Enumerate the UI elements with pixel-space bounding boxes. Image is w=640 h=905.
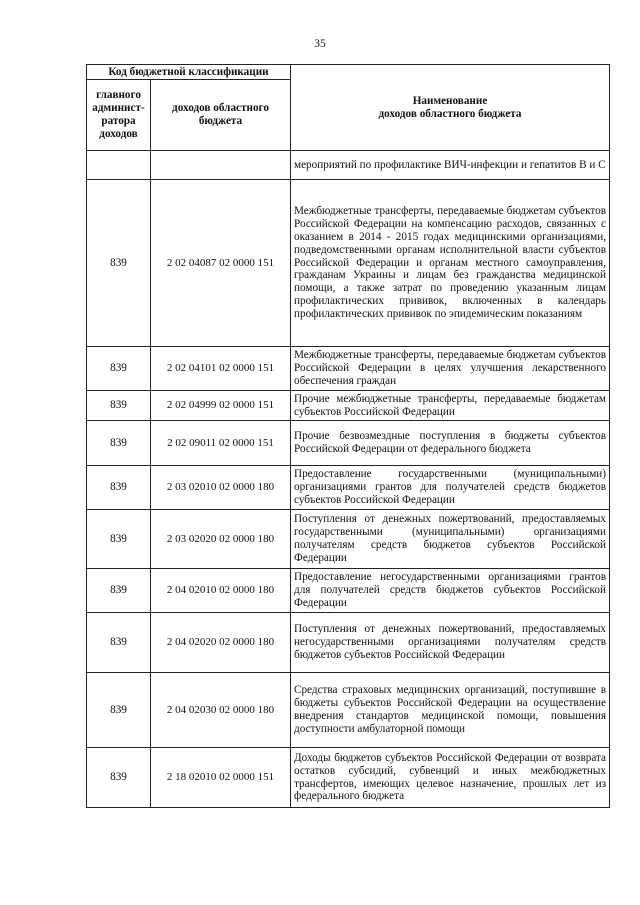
income-code-cell: 2 02 04087 02 0000 151 (151, 180, 291, 347)
income-name-header-line-2: доходов областного бюджета (378, 107, 522, 120)
income-name-cell: Средства страховых медицинских организаций, поступившие в бюджеты субъектов Российской Федерации на осуществление внедрения стандартов медицинской помощи, повышения доступности амбулаторной помощи (291, 673, 610, 748)
page-number: 35 (314, 38, 326, 50)
table-row (87, 510, 610, 569)
table-row (87, 421, 610, 466)
table-row (87, 569, 610, 613)
table-row (87, 151, 610, 180)
income-code-cell: 2 03 02010 02 0000 180 (151, 466, 291, 510)
admin-code-header-line-1: главного (96, 89, 141, 102)
admin-code-cell: 839 (87, 510, 151, 569)
income-code-cell: 2 18 02010 02 0000 151 (151, 748, 291, 808)
admin-code-cell (87, 151, 151, 180)
admin-code-cell: 839 (87, 748, 151, 808)
admin-code-cell: 839 (87, 569, 151, 613)
income-name-cell: Межбюджетные трансферты, передаваемые бюджетам субъектов Российской Федерации на компенсацию расходов, связанных с оказанием в 2014 - 2015 годах медицинскими организациями, подведомственными органам исполнительной власти субъектов Российской Федерации и органам местного самоуправления, гражданам Украины и лицам без гражданства медицинской помощи, а также затрат по проведению указанным лицам профилактических прививок, включенных в календарь профилактических прививок по эпидемическим показаниям (291, 180, 610, 347)
income-code-cell: 2 02 04101 02 0000 151 (151, 347, 291, 391)
table-row (87, 748, 610, 808)
admin-code-cell: 839 (87, 466, 151, 510)
admin-code-cell: 839 (87, 613, 151, 673)
budget-classification-table (86, 64, 610, 808)
income-code-header (151, 80, 291, 151)
admin-code-cell: 839 (87, 673, 151, 748)
admin-code-header-line-2: админист- (92, 102, 145, 115)
income-name-cell: Поступления от денежных пожертвований, предоставляемых негосударственными организациями получателям средств бюджетов субъектов Российской Федерации (291, 613, 610, 673)
income-name-cell: Поступления от денежных пожертвований, предоставляемых государственными (муниципальными) организациями получателям средств бюджетов субъектов Российской Федерации (291, 510, 610, 569)
admin-code-cell: 839 (87, 391, 151, 421)
income-code-cell: 2 02 09011 02 0000 151 (151, 421, 291, 466)
income-name-cell: Прочие межбюджетные трансферты, передаваемые бюджетам субъектов Российской Федерации (291, 391, 610, 421)
income-name-header-line-1: Наименование (412, 94, 488, 107)
budget-classification-code-header: Код бюджетной классификации (87, 65, 291, 80)
income-code-cell: 2 03 02020 02 0000 180 (151, 510, 291, 569)
income-code-cell: 2 04 02030 02 0000 180 (151, 673, 291, 748)
table-row (87, 391, 610, 421)
income-code-header-line-1: доходов областного (172, 102, 269, 115)
income-name-cell: Межбюджетные трансферты, передаваемые бюджетам субъектов Российской Федерации в целях улучшения лекарственного обеспечения граждан (291, 347, 610, 391)
admin-code-cell: 839 (87, 180, 151, 347)
income-code-header-line-2: бюджета (198, 115, 243, 127)
admin-code-header-line-4: доходов (99, 127, 138, 140)
income-name-cell: мероприятий по профилактике ВИЧ-инфекции и гепатитов В и С (291, 151, 610, 180)
income-name-header (291, 65, 610, 151)
income-name-cell: Предоставление негосударственными организациями грантов для получателей средств бюджетов субъектов Российской Федерации (291, 569, 610, 613)
income-name-cell: Доходы бюджетов субъектов Российской Федерации от возврата остатков субсидий, субвенций и иных межбюджетных трансфертов, имеющих целевое назначение, прошлых лет из федерального бюджета (291, 748, 610, 808)
table-row (87, 466, 610, 510)
table-row (87, 613, 610, 673)
income-name-cell: Предоставление государственными (муниципальными) организациями грантов для получателей средств бюджетов субъектов Российской Федерации (291, 466, 610, 510)
income-code-cell: 2 04 02010 02 0000 180 (151, 569, 291, 613)
income-code-cell: 2 02 04999 02 0000 151 (151, 391, 291, 421)
table-row (87, 180, 610, 347)
income-code-cell: 2 04 02020 02 0000 180 (151, 613, 291, 673)
admin-code-cell: 839 (87, 421, 151, 466)
income-code-cell (151, 151, 291, 180)
income-name-cell: Прочие безвозмездные поступления в бюджеты субъектов Российской Федерации от федерального бюджета (291, 421, 610, 466)
admin-code-header (87, 80, 151, 151)
table-row (87, 673, 610, 748)
table-row (87, 347, 610, 391)
admin-code-header-line-3: ратора (101, 115, 136, 127)
admin-code-cell: 839 (87, 347, 151, 391)
